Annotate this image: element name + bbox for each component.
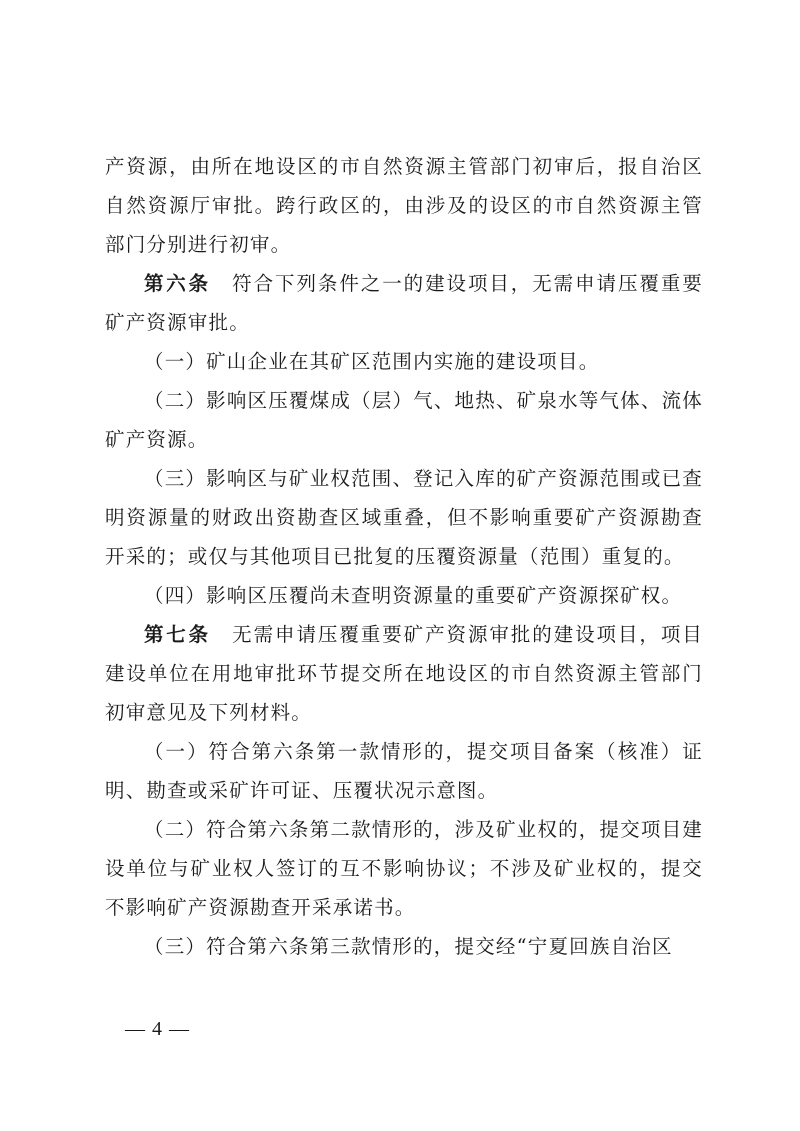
paragraph-text: （一）符合第六条第一款情形的，提交项目备案（核准）证明、勘查或采矿许可证、压覆状况示意图。	[105, 740, 703, 802]
article-heading: 第六条	[144, 272, 211, 295]
article-6-item-2	[105, 381, 703, 459]
article-7-item-3	[105, 927, 703, 966]
paragraph-text: （二）影响区压覆煤成（层）气、地热、矿泉水等气体、流体矿产资源。	[105, 389, 703, 451]
paragraph-text: （三）符合第六条第三款情形的，提交经“宁夏回族自治区	[144, 935, 673, 958]
article-6-item-1	[105, 342, 703, 381]
article-7-item-1	[105, 732, 703, 810]
page-number: — 4 —	[125, 1018, 190, 1040]
article-6-item-4	[105, 576, 703, 615]
article-6-item-3	[105, 459, 703, 576]
article-6-paragraph	[105, 264, 703, 342]
paragraph-text: 产资源，由所在地设区的市自然资源主管部门初审后，报自治区自然资源厅审批。跨行政区的，由涉及的设区的市自然资源主管部门分别进行初审。	[105, 155, 703, 256]
paragraph-text: （一）矿山企业在其矿区范围内实施的建设项目。	[144, 350, 600, 373]
paragraph-text: （四）影响区压覆尚未查明资源量的重要矿产资源探矿权。	[144, 584, 683, 607]
article-heading: 第七条	[144, 623, 211, 646]
paragraph-continuation	[105, 147, 703, 264]
paragraph-text: 符合下列条件之一的建设项目，无需申请压覆重要矿产资源审批。	[105, 272, 703, 334]
paragraph-text: （二）符合第六条第二款情形的，涉及矿业权的，提交项目建设单位与矿业权人签订的互不影响协议；不涉及矿业权的，提交不影响矿产资源勘查开采承诺书。	[105, 818, 703, 919]
article-7-item-2	[105, 810, 703, 927]
article-7-paragraph	[105, 615, 703, 732]
paragraph-text: 无需申请压覆重要矿产资源审批的建设项目，项目建设单位在用地审批环节提交所在地设区的市自然资源主管部门初审意见及下列材料。	[105, 623, 703, 724]
document-body	[105, 147, 703, 966]
paragraph-text: （三）影响区与矿业权范围、登记入库的矿产资源范围或已查明资源量的财政出资勘查区域重叠，但不影响重要矿产资源勘查开采的；或仅与其他项目已批复的压覆资源量（范围）重复的。	[105, 467, 703, 568]
